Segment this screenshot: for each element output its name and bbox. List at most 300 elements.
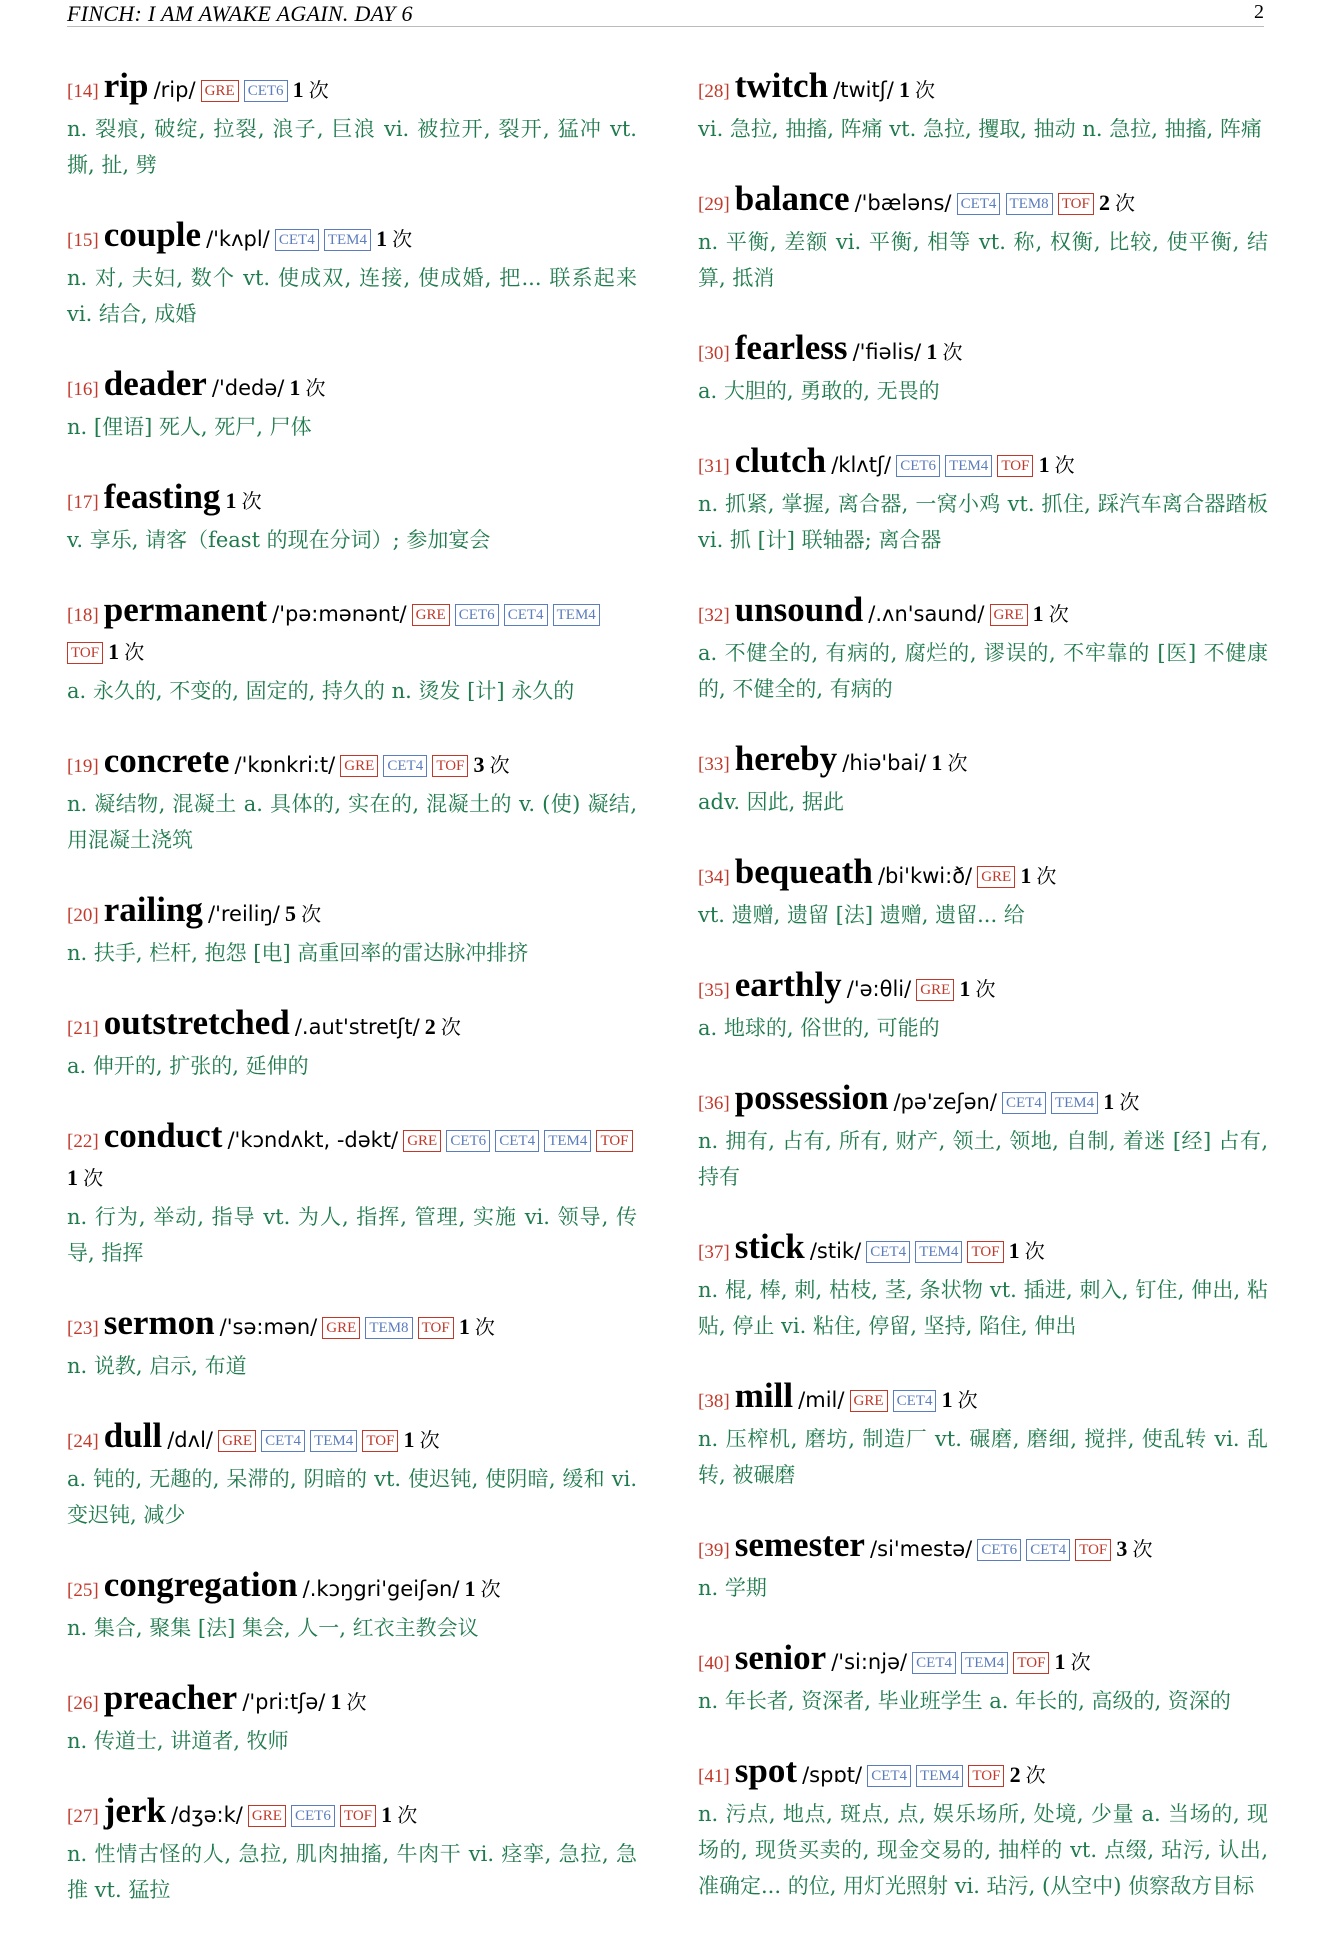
occurrence-count (458, 1314, 495, 1339)
phonetic: /'kɔndʌkt, -dəkt/ (227, 1128, 399, 1152)
headword: concrete (103, 741, 230, 780)
definition: a. 大胆的, 勇敢的, 无畏的 (698, 379, 940, 403)
definition: n. 压榨机, 磨坊, 制造厂 vt. 碾磨, 磨细, 搅拌, 使乱转 vi. 乱转, 被碾磨 (698, 1427, 1268, 1487)
exam-tag: GRE (412, 604, 450, 626)
entry-headline (67, 479, 637, 521)
vocab-entry (67, 1793, 637, 1908)
vocab-entry (67, 479, 637, 558)
exam-tag: TEM4 (553, 604, 600, 626)
occurrence-count (1020, 863, 1057, 888)
entry-index: [22] (67, 1131, 99, 1152)
phonetic: /si'mestə/ (870, 1537, 973, 1561)
count-unit: 次 (1024, 1239, 1045, 1263)
exam-tag: CET4 (912, 1652, 956, 1674)
vocab-entry (698, 741, 1268, 820)
headword: preacher (103, 1678, 238, 1717)
vocab-entry (698, 854, 1268, 933)
headword: balance (734, 179, 850, 218)
headword: hereby (734, 739, 838, 778)
exam-tag: GRE (322, 1317, 360, 1339)
vocab-entry (67, 1118, 637, 1271)
entry-index: [28] (698, 81, 730, 102)
exam-tag: GRE (990, 604, 1028, 626)
entry-index: [41] (698, 1766, 730, 1787)
vocab-entry (67, 217, 637, 332)
count-unit: 次 (83, 1166, 104, 1190)
headword: unsound (734, 590, 864, 629)
page-header (67, 0, 1264, 27)
entry-headline (698, 1753, 1268, 1795)
definition: n. 传道士, 讲道者, 牧师 (67, 1729, 289, 1753)
exam-tag: CET6 (896, 455, 940, 477)
occurrence-count (284, 901, 322, 926)
count-unit: 次 (419, 1428, 440, 1452)
occurrence-count (1098, 190, 1136, 215)
entry-headline (698, 592, 1268, 634)
phonetic: /twitʃ/ (833, 78, 894, 102)
vocab-entry (67, 1418, 637, 1533)
vocab-entry (698, 1229, 1268, 1344)
exam-tag: CET6 (446, 1130, 490, 1152)
occurrence-count (1009, 1762, 1046, 1787)
exam-tag: CET4 (261, 1430, 305, 1452)
exam-tag: TOF (967, 1241, 1003, 1263)
count-value: 5 (284, 901, 296, 926)
entry-headline (67, 892, 637, 934)
entry-index: [16] (67, 379, 99, 400)
headword: semester (734, 1525, 865, 1564)
exam-tag: TEM4 (945, 455, 992, 477)
vocab-entry (698, 68, 1268, 147)
count-value: 1 (959, 976, 971, 1001)
definition: n. 扶手, 栏杆, 抱怨 [电] 高重回率的雷达脉冲排挤 (67, 941, 529, 965)
entry-headline (698, 443, 1268, 485)
exam-tag: CET6 (455, 604, 499, 626)
phonetic: /hiə'bai/ (842, 751, 927, 775)
count-unit: 次 (124, 640, 145, 664)
count-value: 1 (108, 639, 120, 664)
exam-tag: CET4 (495, 1130, 539, 1152)
headword: sermon (103, 1303, 215, 1342)
definition: n. 说教, 启示, 布道 (67, 1354, 247, 1378)
entry-headline (67, 1005, 637, 1047)
count-unit: 次 (308, 78, 329, 102)
entry-index: [27] (67, 1806, 99, 1827)
count-value: 1 (289, 375, 301, 400)
entry-headline (698, 741, 1268, 783)
headword: conduct (103, 1116, 223, 1155)
entry-headline (698, 1640, 1268, 1682)
definition: a. 伸开的, 扩张的, 延伸的 (67, 1054, 309, 1078)
exam-tag: CET4 (867, 1765, 911, 1787)
occurrence-count (330, 1689, 367, 1714)
exam-tag: TOF (418, 1317, 454, 1339)
count-unit: 次 (1054, 453, 1075, 477)
phonetic: /bi'kwi:ð/ (877, 864, 973, 888)
exam-tag: GRE (977, 866, 1015, 888)
phonetic: /'pə:mənənt/ (272, 602, 407, 626)
count-unit: 次 (975, 977, 996, 1001)
phonetic: /'pri:tʃə/ (242, 1690, 326, 1714)
exam-tag: TEM8 (1006, 193, 1053, 215)
entry-index: [30] (698, 343, 730, 364)
exam-tag: GRE (248, 1805, 286, 1827)
exam-tag: TOF (596, 1130, 632, 1152)
count-value: 1 (1038, 452, 1050, 477)
count-unit: 次 (1070, 1650, 1091, 1674)
entry-index: [15] (67, 230, 99, 251)
exam-tag: CET4 (957, 193, 1001, 215)
count-value: 1 (458, 1314, 470, 1339)
phonetic: /'fiəlis/ (852, 340, 922, 364)
headword: permanent (103, 590, 268, 629)
occurrence-count (381, 1802, 418, 1827)
exam-tag: TEM4 (916, 1765, 963, 1787)
entry-headline (67, 1793, 637, 1835)
vocab-entry (67, 68, 637, 183)
vocab-entry (67, 1567, 637, 1646)
headword: stick (734, 1227, 805, 1266)
count-unit: 次 (942, 340, 963, 364)
count-unit: 次 (474, 1315, 495, 1339)
definition: n. 裂痕, 破绽, 拉裂, 浪子, 巨浪 vi. 被拉开, 裂开, 猛冲 vt. 撕, 扯, 劈 (67, 117, 637, 177)
phonetic: /mil/ (798, 1388, 845, 1412)
exam-tag: CET6 (244, 80, 288, 102)
phonetic: /stik/ (809, 1239, 862, 1263)
phonetic: /klʌtʃ/ (831, 453, 892, 477)
entry-headline (67, 1680, 637, 1722)
vocab-entry (698, 967, 1268, 1046)
occurrence-count (67, 1165, 104, 1190)
count-value: 1 (403, 1427, 415, 1452)
entry-index: [32] (698, 605, 730, 626)
count-unit: 次 (1025, 1763, 1046, 1787)
entry-index: [20] (67, 905, 99, 926)
exam-tag: TEM4 (961, 1652, 1008, 1674)
headword: outstretched (103, 1003, 290, 1042)
definition: n. 凝结物, 混凝土 a. 具体的, 实在的, 混凝土的 v. (使) 凝结, 用混凝土浇筑 (67, 792, 637, 852)
exam-tag: CET4 (1002, 1092, 1046, 1114)
exam-tag: TEM4 (310, 1430, 357, 1452)
exam-tag: GRE (218, 1430, 256, 1452)
definition: n. 集合, 聚集 [法] 集会, 人一, 红衣主教会议 (67, 1616, 479, 1640)
exam-tag: CET6 (977, 1539, 1021, 1561)
phonetic: /rip/ (153, 78, 196, 102)
entry-headline (698, 1378, 1268, 1420)
count-value: 2 (1009, 1762, 1021, 1787)
exam-tag: TOF (67, 642, 103, 664)
phonetic: /.kɔŋgri'geiʃən/ (302, 1577, 460, 1601)
phonetic: /'dedə/ (211, 376, 285, 400)
definition: n. 棍, 棒, 刺, 枯枝, 茎, 条状物 vt. 插进, 刺入, 钉住, 伸出, 粘贴, 停止 vi. 粘住, 停留, 坚持, 陷住, 伸出 (698, 1278, 1268, 1338)
phonetic: /'kʌpl/ (206, 227, 270, 251)
headword: feasting (103, 477, 221, 516)
entry-headline (67, 1305, 637, 1347)
count-value: 3 (1116, 1536, 1128, 1561)
headword: congregation (103, 1565, 298, 1604)
count-value: 1 (225, 488, 237, 513)
definition: n. [俚语] 死人, 死尸, 尸体 (67, 415, 312, 439)
exam-tag: CET4 (275, 229, 319, 251)
definition: n. 污点, 地点, 斑点, 点, 娱乐场所, 处境, 少量 a. 当场的, 现场的, 现货买卖的, 现金交易的, 抽样的 vt. 点缀, 玷污, 认出, 准确定... 的位, 用灯光照射 vi. 玷污, (从空中) 侦察敌方目标 (698, 1802, 1268, 1898)
entry-index: [23] (67, 1318, 99, 1339)
occurrence-count (289, 375, 326, 400)
headword: dull (103, 1416, 163, 1455)
count-value: 1 (376, 226, 388, 251)
headword: deader (103, 364, 207, 403)
entry-index: [17] (67, 492, 99, 513)
phonetic: /'kɒnkri:t/ (234, 753, 336, 777)
count-value: 1 (931, 750, 943, 775)
definition: v. 享乐, 请客（feast 的现在分词）; 参加宴会 (67, 528, 491, 552)
entry-index: [25] (67, 1580, 99, 1601)
definition: n. 行为, 举动, 指导 vt. 为人, 指挥, 管理, 实施 vi. 领导, 传导, 指挥 (67, 1205, 637, 1265)
vocab-entry (67, 892, 637, 971)
headword: senior (734, 1638, 827, 1677)
exam-tag: GRE (403, 1130, 441, 1152)
phonetic: /'si:njə/ (831, 1650, 908, 1674)
headword: possession (734, 1078, 889, 1117)
definition: n. 学期 (698, 1576, 767, 1600)
count-unit: 次 (397, 1803, 418, 1827)
entry-headline (698, 68, 1268, 110)
phonetic: /spɒt/ (802, 1763, 863, 1787)
occurrence-count (959, 976, 996, 1001)
vocab-entry (67, 1305, 637, 1384)
page-number: 2 (1254, 1, 1264, 23)
vocab-entry (698, 1527, 1268, 1606)
entry-index: [33] (698, 754, 730, 775)
exam-tag: TEM4 (915, 1241, 962, 1263)
entry-headline (67, 592, 637, 672)
entry-headline (698, 1080, 1268, 1122)
definition: n. 抓紧, 掌握, 离合器, 一窝小鸡 vt. 抓住, 踩汽车离合器踏板 vi. 抓 [计] 联轴器; 离合器 (698, 492, 1268, 552)
entry-headline (67, 1418, 637, 1460)
phonetic: /'reiliŋ/ (208, 902, 280, 926)
occurrence-count (403, 1427, 440, 1452)
entry-headline (698, 854, 1268, 896)
count-unit: 次 (480, 1577, 501, 1601)
exam-tag: GRE (340, 755, 378, 777)
definition: vi. 急拉, 抽搐, 阵痛 vt. 急拉, 攫取, 抽动 n. 急拉, 抽搐, 阵痛 (698, 117, 1262, 141)
exam-tag: CET4 (893, 1390, 937, 1412)
occurrence-count (1008, 1238, 1045, 1263)
exam-tag: CET4 (866, 1241, 910, 1263)
count-value: 1 (926, 339, 938, 364)
count-value: 1 (1008, 1238, 1020, 1263)
entry-headline (698, 1229, 1268, 1271)
entry-index: [34] (698, 867, 730, 888)
count-value: 1 (898, 77, 910, 102)
occurrence-count (931, 750, 968, 775)
occurrence-count (1032, 601, 1069, 626)
count-value: 1 (67, 1165, 78, 1190)
definition: a. 不健全的, 有病的, 腐烂的, 谬误的, 不牢靠的 [医] 不健康的, 不健全的, 有病的 (698, 641, 1268, 701)
count-value: 2 (424, 1014, 436, 1039)
entry-index: [40] (698, 1653, 730, 1674)
definition: a. 钝的, 无趣的, 呆滞的, 阴暗的 vt. 使迟钝, 使阴暗, 缓和 vi. 变迟钝, 减少 (67, 1467, 637, 1527)
entry-index: [24] (67, 1431, 99, 1452)
definition: a. 地球的, 俗世的, 可能的 (698, 1016, 940, 1040)
vocab-entry (698, 1753, 1268, 1904)
entry-index: [14] (67, 81, 99, 102)
count-unit: 次 (1132, 1537, 1153, 1561)
occurrence-count (898, 77, 936, 102)
definition: n. 平衡, 差额 vi. 平衡, 相等 vt. 称, 权衡, 比较, 使平衡, 结算, 抵消 (698, 230, 1268, 290)
exam-tag: CET4 (1026, 1539, 1070, 1561)
entry-headline (67, 68, 637, 110)
count-value: 1 (1032, 601, 1044, 626)
vocab-entry (67, 743, 637, 858)
entry-index: [39] (698, 1540, 730, 1561)
exam-tag: TEM4 (544, 1130, 591, 1152)
exam-tag: CET4 (504, 604, 548, 626)
occurrence-count (926, 339, 963, 364)
phonetic: /.aut'stretʃt/ (294, 1015, 420, 1039)
count-unit: 次 (947, 751, 968, 775)
headword: mill (734, 1376, 794, 1415)
entry-index: [38] (698, 1391, 730, 1412)
entry-headline (698, 1527, 1268, 1569)
count-value: 1 (1103, 1089, 1115, 1114)
phonetic: /dʒə:k/ (171, 1803, 243, 1827)
exam-tag: TEM8 (365, 1317, 412, 1339)
occurrence-count (424, 1014, 461, 1039)
entry-index: [36] (698, 1093, 730, 1114)
exam-tag: TOF (1013, 1652, 1049, 1674)
entry-headline (698, 330, 1268, 372)
entry-headline (698, 181, 1268, 223)
vocab-entry (698, 181, 1268, 296)
entry-headline (67, 217, 637, 259)
vocab-entry (698, 443, 1268, 558)
count-value: 1 (464, 1576, 476, 1601)
exam-tag: CET4 (383, 755, 427, 777)
count-unit: 次 (305, 376, 326, 400)
count-unit: 次 (957, 1388, 978, 1412)
exam-tag: GRE (916, 979, 954, 1001)
entry-index: [18] (67, 605, 99, 626)
vocab-entry (67, 366, 637, 445)
occurrence-count (473, 752, 510, 777)
definition: a. 永久的, 不变的, 固定的, 持久的 n. 烫发 [计] 永久的 (67, 679, 575, 703)
count-value: 1 (1020, 863, 1032, 888)
count-unit: 次 (1036, 864, 1057, 888)
count-unit: 次 (915, 78, 936, 102)
headword: bequeath (734, 852, 873, 891)
vocab-entry (698, 592, 1268, 707)
entry-index: [29] (698, 194, 730, 215)
phonetic: /pə'zeʃən/ (893, 1090, 997, 1114)
headword: clutch (734, 441, 827, 480)
occurrence-count (292, 77, 329, 102)
count-value: 3 (473, 752, 485, 777)
occurrence-count (1054, 1649, 1091, 1674)
definition: n. 拥有, 占有, 所有, 财产, 领土, 领地, 自制, 着迷 [经] 占有, 持有 (698, 1129, 1268, 1189)
definition: vt. 遗赠, 遗留 [法] 遗赠, 遗留... 给 (698, 903, 1025, 927)
document-title: FINCH: I AM AWAKE AGAIN. DAY 6 (67, 1, 413, 26)
entry-index: [37] (698, 1242, 730, 1263)
exam-tag: TOF (1075, 1539, 1111, 1561)
headword: fearless (734, 328, 848, 367)
entry-headline (67, 366, 637, 408)
headword: spot (734, 1751, 797, 1790)
count-value: 1 (941, 1387, 953, 1412)
headword: railing (103, 890, 203, 929)
exam-tag: TOF (997, 455, 1033, 477)
count-unit: 次 (440, 1015, 461, 1039)
exam-tag: GRE (201, 80, 239, 102)
definition: n. 性情古怪的人, 急拉, 肌肉抽搐, 牛肉干 vi. 痉挛, 急拉, 急推 vt. 猛拉 (67, 1842, 637, 1902)
exam-tag: CET6 (291, 1805, 335, 1827)
headword: earthly (734, 965, 842, 1004)
exam-tag: TEM4 (1051, 1092, 1098, 1114)
occurrence-count (464, 1576, 501, 1601)
vocab-entry (698, 1080, 1268, 1195)
headword: couple (103, 215, 201, 254)
count-unit: 次 (1048, 602, 1069, 626)
entry-index: [19] (67, 756, 99, 777)
count-value: 1 (1054, 1649, 1066, 1674)
occurrence-count (1103, 1089, 1140, 1114)
count-unit: 次 (1115, 191, 1136, 215)
vocab-entry (67, 592, 637, 709)
occurrence-count (941, 1387, 978, 1412)
count-value: 2 (1098, 190, 1110, 215)
occurrence-count (376, 226, 413, 251)
entry-headline (67, 743, 637, 785)
count-unit: 次 (346, 1690, 367, 1714)
count-value: 1 (330, 1689, 342, 1714)
entry-headline (698, 967, 1268, 1009)
count-unit: 次 (392, 227, 413, 251)
phonetic: /.ʌn'saund/ (868, 602, 985, 626)
entry-headline (67, 1118, 637, 1198)
vocab-entry (698, 330, 1268, 409)
exam-tag: GRE (850, 1390, 888, 1412)
exam-tag: TOF (362, 1430, 398, 1452)
definition: n. 年长者, 资深者, 毕业班学生 a. 年长的, 高级的, 资深的 (698, 1689, 1231, 1713)
count-unit: 次 (1119, 1090, 1140, 1114)
count-unit: 次 (241, 489, 262, 513)
count-unit: 次 (301, 902, 322, 926)
phonetic: /'bæləns/ (854, 191, 952, 215)
phonetic: /'sə:mən/ (219, 1315, 318, 1339)
exam-tag: TOF (1058, 193, 1094, 215)
definition: adv. 因此, 据此 (698, 790, 845, 814)
phonetic: /dʌl/ (167, 1428, 213, 1452)
headword: jerk (103, 1791, 166, 1830)
count-value: 1 (381, 1802, 393, 1827)
headword: twitch (734, 66, 829, 105)
exam-tag: TEM4 (324, 229, 371, 251)
vocab-entry (698, 1378, 1268, 1493)
phonetic: /'ə:θli/ (846, 977, 912, 1001)
left-column (67, 68, 637, 1942)
entry-index: [31] (698, 456, 730, 477)
count-value: 1 (292, 77, 304, 102)
headword: rip (103, 66, 149, 105)
exam-tag: TOF (968, 1765, 1004, 1787)
count-unit: 次 (489, 753, 510, 777)
exam-tag: TOF (432, 755, 468, 777)
occurrence-count (225, 488, 262, 513)
vocab-entry (698, 1640, 1268, 1719)
occurrence-count (1116, 1536, 1153, 1561)
occurrence-count (1038, 452, 1075, 477)
entry-index: [21] (67, 1018, 99, 1039)
occurrence-count (108, 639, 145, 664)
